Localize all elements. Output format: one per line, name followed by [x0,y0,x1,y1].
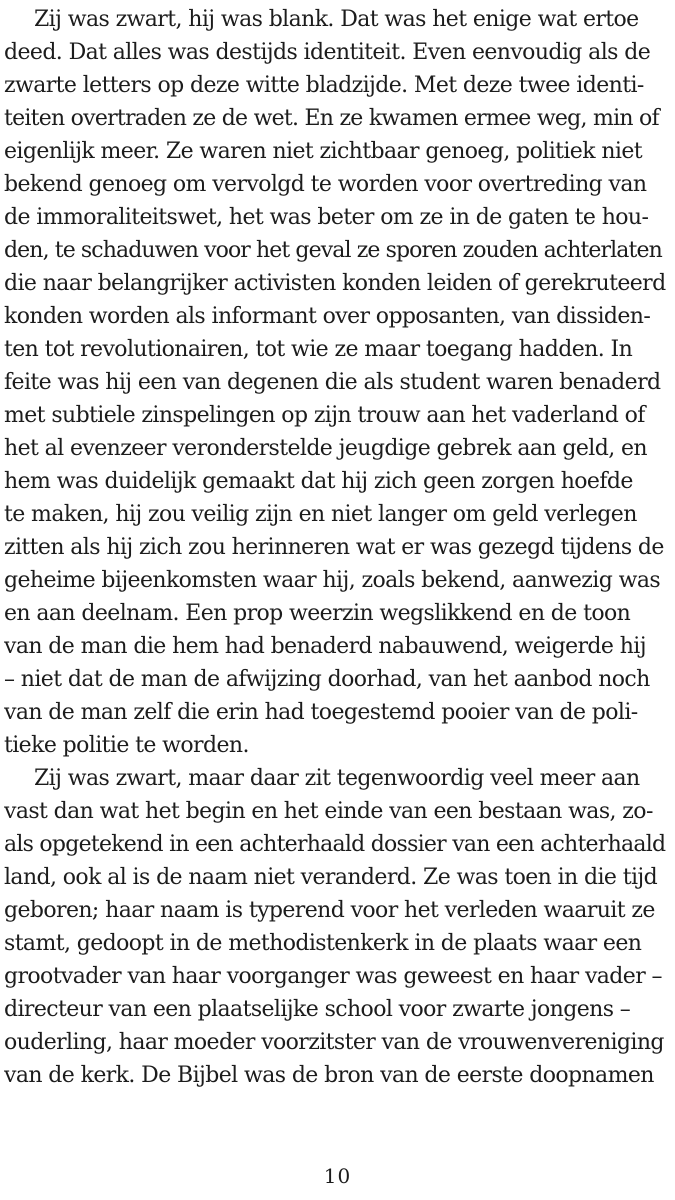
text-line: grootvader van haar voorganger was geweest en haar vader – [4,964,662,989]
text-line: Zij was zwart, hij was blank. Dat was het enige wat ertoe [34,7,639,32]
text-line: die naar belangrijker activisten konden leiden of gerekruteerd [4,271,666,296]
text-line: van de man zelf die erin had toegestemd pooier van de poli- [4,700,638,725]
text-line: feite was hij een van degenen die als student waren benaderd [4,370,661,395]
text-line: Zij was zwart, maar daar zit tegenwoordig veel meer aan [34,766,640,791]
text-line: met subtiele zinspelingen op zijn trouw aan het vaderland of [4,403,645,428]
text-line: ten tot revolutionairen, tot wie ze maar toegang hadden. In [4,337,633,362]
page-number: 10 [323,1164,352,1188]
text-line: tieke politie te worden. [4,733,249,758]
text-line: en aan deelnam. Een prop weerzin wegslikkend en de toon [4,601,631,626]
text-line: zitten als hij zich zou herinneren wat er was gezegd tijdens de [4,535,664,560]
text-line: deed. Dat alles was destijds identiteit. Even eenvoudig als de [4,40,651,65]
text-line: konden worden als informant over opposanten, van dissiden- [4,304,651,329]
text-line: geboren; haar naam is typerend voor het verleden waaruit ze [4,898,655,923]
text-line: zwarte letters op deze witte bladzijde. Met deze twee identi- [4,73,644,98]
text-line: van de man die hem had benaderd nabauwend, weigerde hij [4,634,646,659]
text-line: directeur van een plaatselijke school voor zwarte jongens – [4,997,631,1022]
text-line: ouderling, haar moeder voorzitster van de vrouwenvereniging [4,1030,664,1055]
text-line: hem was duidelijk gemaakt dat hij zich geen zorgen hoefde [4,469,633,494]
text-line: bekend genoeg om vervolgd te worden voor overtreding van [4,172,647,197]
text-line: – niet dat de man de afwijzing doorhad, van het aanbod noch [4,667,650,692]
text-line: de immoraliteitswet, het was beter om ze in de gaten te hou- [4,205,649,230]
text-line: het al evenzeer veronderstelde jeugdige gebrek aan geld, en [4,436,647,461]
text-line: eigenlijk meer. Ze waren niet zichtbaar genoeg, politiek niet [4,139,643,164]
text-line: als opgetekend in een achterhaald dossier van een achterhaald [4,832,666,857]
text-line: van de kerk. De Bijbel was de bron van de eerste doopnamen [4,1063,654,1088]
text-line: stamt, gedoopt in de methodistenkerk in de plaats waar een [4,931,642,956]
text-line: teiten overtraden ze de wet. En ze kwamen ermee weg, min of [4,106,659,131]
text-line: vast dan wat het begin en het einde van een bestaan was, zo- [4,799,653,824]
text-line: geheime bijeenkomsten waar hij, zoals bekend, aanwezig was [4,568,661,593]
text-line: te maken, hij zou veilig zijn en niet langer om geld verlegen [4,502,637,527]
text-line: den, te schaduwen voor het geval ze sporen zouden achterlaten [4,238,662,263]
text-line: land, ook al is de naam niet veranderd. Ze was toen in die tijd [4,865,658,890]
